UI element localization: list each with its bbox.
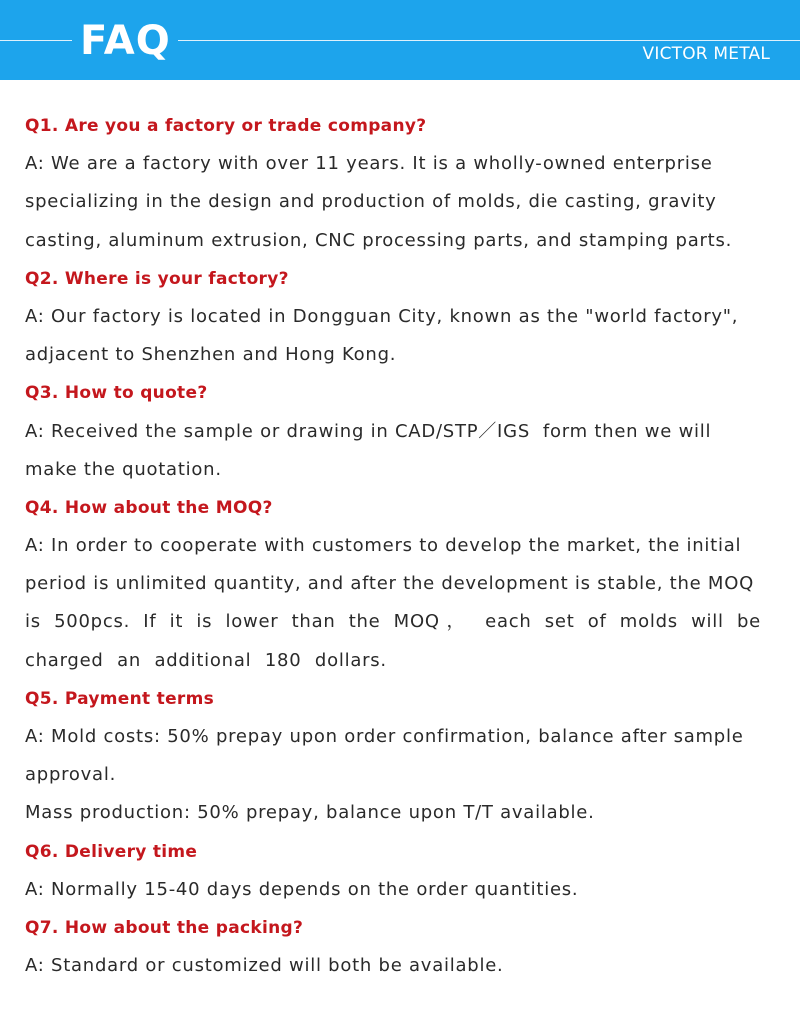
faq-question: Q6. Delivery time [25,841,198,862]
header-divider-right [178,40,800,41]
faq-answer-line: adjacent to Shenzhen and Hong Kong. [25,344,397,366]
faq-answer-line: A: We are a factory with over 11 years. It is a wholly-owned enterprise [25,153,713,175]
faq-question: Q7. How about the packing? [25,917,304,938]
faq-answer-line: A: Mold costs: 50% prepay upon order confirmation, balance after sample [25,726,744,747]
faq-question: Q2. Where is your factory? [25,268,289,289]
faq-answer-line: charged an additional 180 dollars. [25,649,387,671]
faq-item-q6 [25,833,765,909]
faq-answer-line: approval. [25,764,117,786]
header-divider-left [0,40,72,41]
faq-question: Q3. How to quote? [25,383,208,404]
brand-name: VICTOR METAL [642,44,770,64]
page-title: FAQ [80,18,171,64]
faq-item-q2 [25,260,765,375]
faq-answer-line: Mass production: 50% prepay, balance upon T/T available. [25,802,595,824]
faq-question: Q4. How about the MOQ? [25,497,273,518]
faq-answer-line: A: Standard or customized will both be available. [25,955,504,977]
faq-question: Q5. Payment terms [25,688,215,709]
faq-answer-line: is 500pcs. If it is lower than the MOQ， each set of molds will be [25,611,761,633]
faq-item-q7 [25,909,765,985]
faq-item-q3 [25,374,765,489]
faq-item-q1 [25,107,765,260]
faq-answer-line: A: Received the sample or drawing in CAD/STP／IGS form then we will [25,420,712,442]
faq-item-q4 [25,489,765,680]
faq-question: Q1. Are you a factory or trade company? [25,116,427,136]
faq-answer-line: casting, aluminum extrusion, CNC processing parts, and stamping parts. [25,229,733,251]
faq-answer-line: make the quotation. [25,458,222,480]
faq-answer-line: A: In order to cooperate with customers to develop the market, the initial [25,535,742,557]
faq-answer-line: A: Normally 15-40 days depends on the order quantities. [25,878,579,900]
faq-item-q5 [25,680,765,833]
faq-answer-line: period is unlimited quantity, and after the development is stable, the MOQ [25,573,755,595]
faq-answer-line: A: Our factory is located in Dongguan City, known as the "world factory", [25,305,739,327]
header-banner [0,0,800,80]
faq-list [25,107,765,985]
faq-answer-line: specializing in the design and production of molds, die casting, gravity [25,191,717,213]
